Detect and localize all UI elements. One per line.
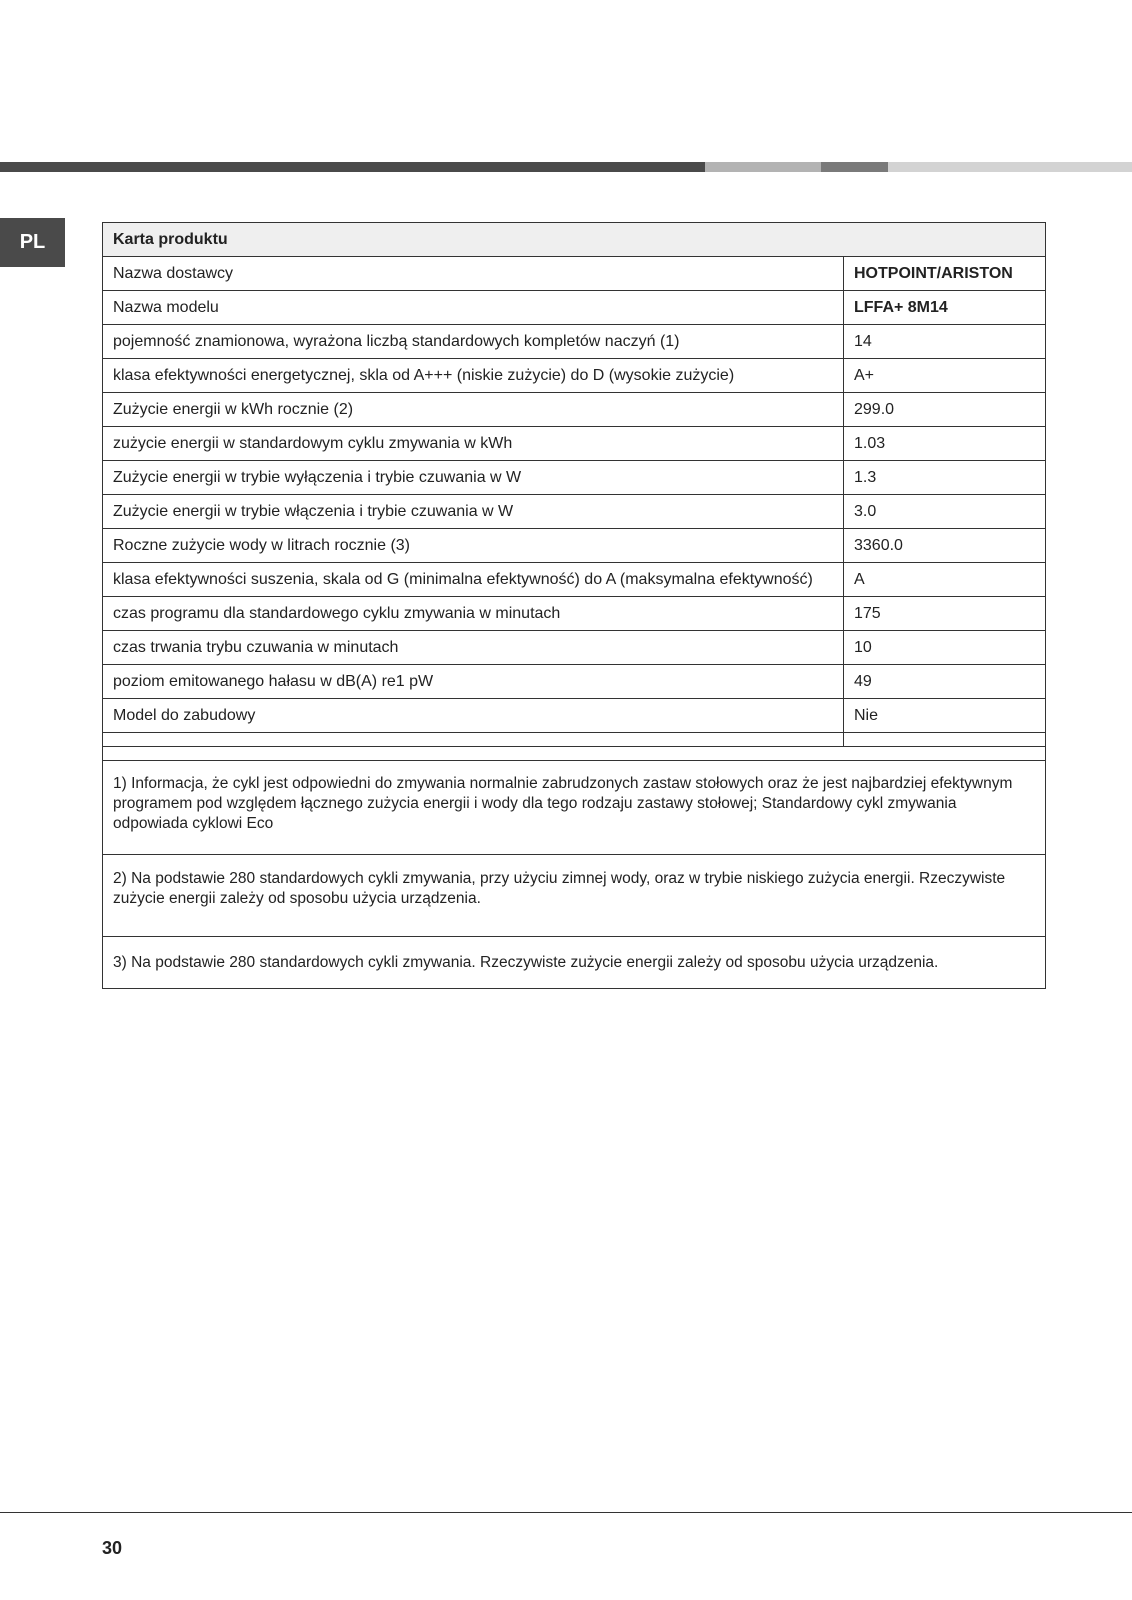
row-value: 1.3 — [844, 461, 1046, 495]
row-value: 10 — [844, 631, 1046, 665]
row-label: pojemność znamionowa, wyrażona liczbą standardowych kompletów naczyń (1) — [103, 325, 844, 359]
row-value: A+ — [844, 359, 1046, 393]
footer-divider — [0, 1512, 1132, 1513]
row-value: A — [844, 563, 1046, 597]
table-header-row — [103, 223, 1046, 257]
empty-row — [103, 733, 1046, 747]
row-label: Zużycie energii w trybie wyłączenia i trybie czuwania w W — [103, 461, 844, 495]
row-label: klasa efektywności suszenia, skala od G (minimalna efektywność) do A (maksymalna efektywność) — [103, 563, 844, 597]
footnote-3: 3) Na podstawie 280 standardowych cykli zmywania. Rzeczywiste zużycie energii zależy od sposobu użycia urządzenia. — [103, 937, 1046, 989]
header-bar-segment-dark — [0, 162, 705, 172]
header-color-bar — [0, 162, 1132, 172]
row-label: zużycie energii w standardowym cyklu zmywania w kWh — [103, 427, 844, 461]
table-row — [103, 563, 1046, 597]
footnote-row — [103, 761, 1046, 855]
row-label: czas programu dla standardowego cyklu zmywania w minutach — [103, 597, 844, 631]
row-value: Nie — [844, 699, 1046, 733]
row-label: Nazwa modelu — [103, 291, 844, 325]
table-row — [103, 393, 1046, 427]
footnote-row — [103, 855, 1046, 937]
footnote-1: 1) Informacja, że cykl jest odpowiedni do zmywania normalnie zabrudzonych zastaw stołowych oraz że jest najbardziej efektywnym programem pod względem łącznego zużycia energii i wody dla tego rodzaju zastawy stołowej; Standardowy cykl zmywania odpowiada cyklowi Eco — [103, 761, 1046, 855]
row-label: Zużycie energii w kWh rocznie (2) — [103, 393, 844, 427]
table-row — [103, 529, 1046, 563]
footnote-2: 2) Na podstawie 280 standardowych cykli zmywania, przy użyciu zimnej wody, oraz w trybie niskiego zużycia energii. Rzeczywiste zużycie energii zależy od sposobu użycia urządzenia. — [103, 855, 1046, 937]
row-label: Nazwa dostawcy — [103, 257, 844, 291]
table-row — [103, 665, 1046, 699]
footnote-row — [103, 937, 1046, 989]
empty-cell — [103, 747, 1046, 761]
table-row — [103, 461, 1046, 495]
row-value: 1.03 — [844, 427, 1046, 461]
table-row — [103, 291, 1046, 325]
empty-cell — [844, 733, 1046, 747]
sheet-title: Karta produktu — [103, 223, 1046, 257]
row-value: 14 — [844, 325, 1046, 359]
language-tab: PL — [0, 218, 65, 267]
row-label: Roczne zużycie wody w litrach rocznie (3) — [103, 529, 844, 563]
row-value: LFFA+ 8M14 — [844, 291, 1046, 325]
table-row — [103, 597, 1046, 631]
header-bar-segment-light — [705, 162, 821, 172]
header-bar-segment-mid — [821, 162, 888, 172]
row-value: 175 — [844, 597, 1046, 631]
table-row — [103, 631, 1046, 665]
table-row — [103, 325, 1046, 359]
table-row — [103, 257, 1046, 291]
row-value: 299.0 — [844, 393, 1046, 427]
empty-cell — [103, 733, 844, 747]
row-value: 3.0 — [844, 495, 1046, 529]
table-row — [103, 699, 1046, 733]
table-row — [103, 359, 1046, 393]
row-value: 49 — [844, 665, 1046, 699]
table-row — [103, 495, 1046, 529]
row-value: HOTPOINT/ARISTON — [844, 257, 1046, 291]
header-bar-segment-pale — [888, 162, 1132, 172]
row-label: Model do zabudowy — [103, 699, 844, 733]
product-sheet-table — [102, 222, 1046, 989]
row-value: 3360.0 — [844, 529, 1046, 563]
row-label: klasa efektywności energetycznej, skla od A+++ (niskie zużycie) do D (wysokie zużycie) — [103, 359, 844, 393]
row-label: czas trwania trybu czuwania w minutach — [103, 631, 844, 665]
page-number: 30 — [102, 1538, 123, 1558]
row-label: Zużycie energii w trybie włączenia i trybie czuwania w W — [103, 495, 844, 529]
table-row — [103, 427, 1046, 461]
empty-row — [103, 747, 1046, 761]
row-label: poziom emitowanego hałasu w dB(A) re1 pW — [103, 665, 844, 699]
